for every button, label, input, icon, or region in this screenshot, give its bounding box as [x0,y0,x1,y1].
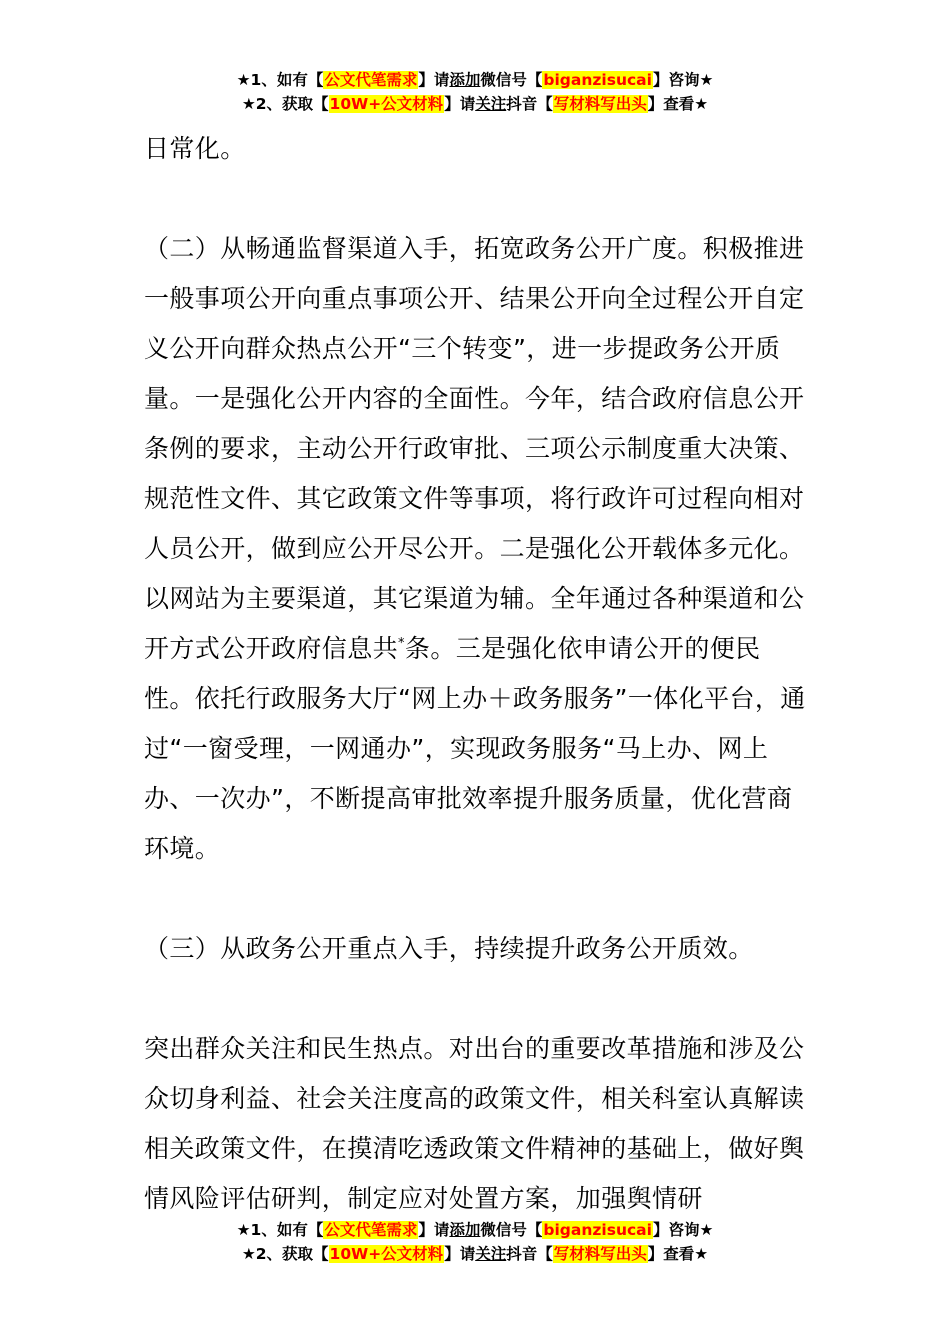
highlight-materials: 10W+公文材料 [329,1245,444,1263]
star-icon: ★ [236,1221,251,1239]
banner-line-1: ★1、如有【公文代笔需求】请添加微信号【biganzisucai】咨询★ [236,1221,714,1239]
banner-line-2: ★2、获取【10W+公文材料】请关注抖音【写材料写出头】查看★ [241,95,709,113]
footer-banner [0,1218,950,1266]
star-icon: ★ [241,1245,256,1263]
highlight-service: 公文代笔需求 [324,71,418,89]
document-body [144,124,810,1224]
paragraph-2: （三）从政务公开重点入手，持续提升政务公开质效。 [144,934,754,963]
star-icon: ★ [699,1221,714,1239]
star-icon: ★ [236,71,251,89]
highlight-materials: 10W+公文材料 [329,95,444,113]
banner-line-2: ★2、获取【10W+公文材料】请关注抖音【写材料写出头】查看★ [241,1245,709,1263]
header-banner [0,68,950,116]
paragraph-3: 突出群众关注和民生热点。对出台的重要改革措施和涉及公众切身利益、社会关注度高的政策文件，相关科室认真解读相关政策文件，在摸清吃透政策文件精神的基础上，做好舆情风险评估研判，制定应对处置方案，加强舆情研 [144,1034,805,1213]
banner-line-1: ★1、如有【公文代笔需求】请添加微信号【biganzisucai】咨询★ [236,71,714,89]
paragraph-0: 日常化。 [144,134,246,163]
highlight-wechat-id: biganzisucai [543,71,652,89]
star-icon: ★ [694,1245,709,1263]
highlight-douyin: 写材料写出头 [553,1245,647,1263]
highlight-service: 公文代笔需求 [324,1221,418,1239]
highlight-wechat-id: biganzisucai [543,1221,652,1239]
star-icon: ★ [241,95,256,113]
redacted-number-mark: * [398,636,405,651]
highlight-douyin: 写材料写出头 [553,95,647,113]
star-icon: ★ [694,95,709,113]
star-icon: ★ [699,71,714,89]
paragraph-1: （二）从畅通监督渠道入手，拓宽政务公开广度。积极推进一般事项公开向重点事项公开、结果公开向全过程公开自定义公开向群众热点公开“三个转变”，进一步提政务公开质量。一是强化公开内容的全面性。今年，结合政府信息公开条例的要求，主动公开行政审批、三项公示制度重大决策、规范性文件、其它政策文件等事项，将行政许可过程向相对人员公开，做到应公开尽公开。二是强化公开载体多元化。以网站为主要渠道，其它渠道为辅。全年通过各种渠道和公开方式公开政府信息共*条。三是强化依申请公开的便民性。依托行政服务大厅“网上办＋政务服务”一体化平台，通过“一窗受理，一网通办”，实现政务服务“马上办、网上办、一次办”，不断提高审批效率提升服务质量，优化营商环境。 [144,234,806,863]
